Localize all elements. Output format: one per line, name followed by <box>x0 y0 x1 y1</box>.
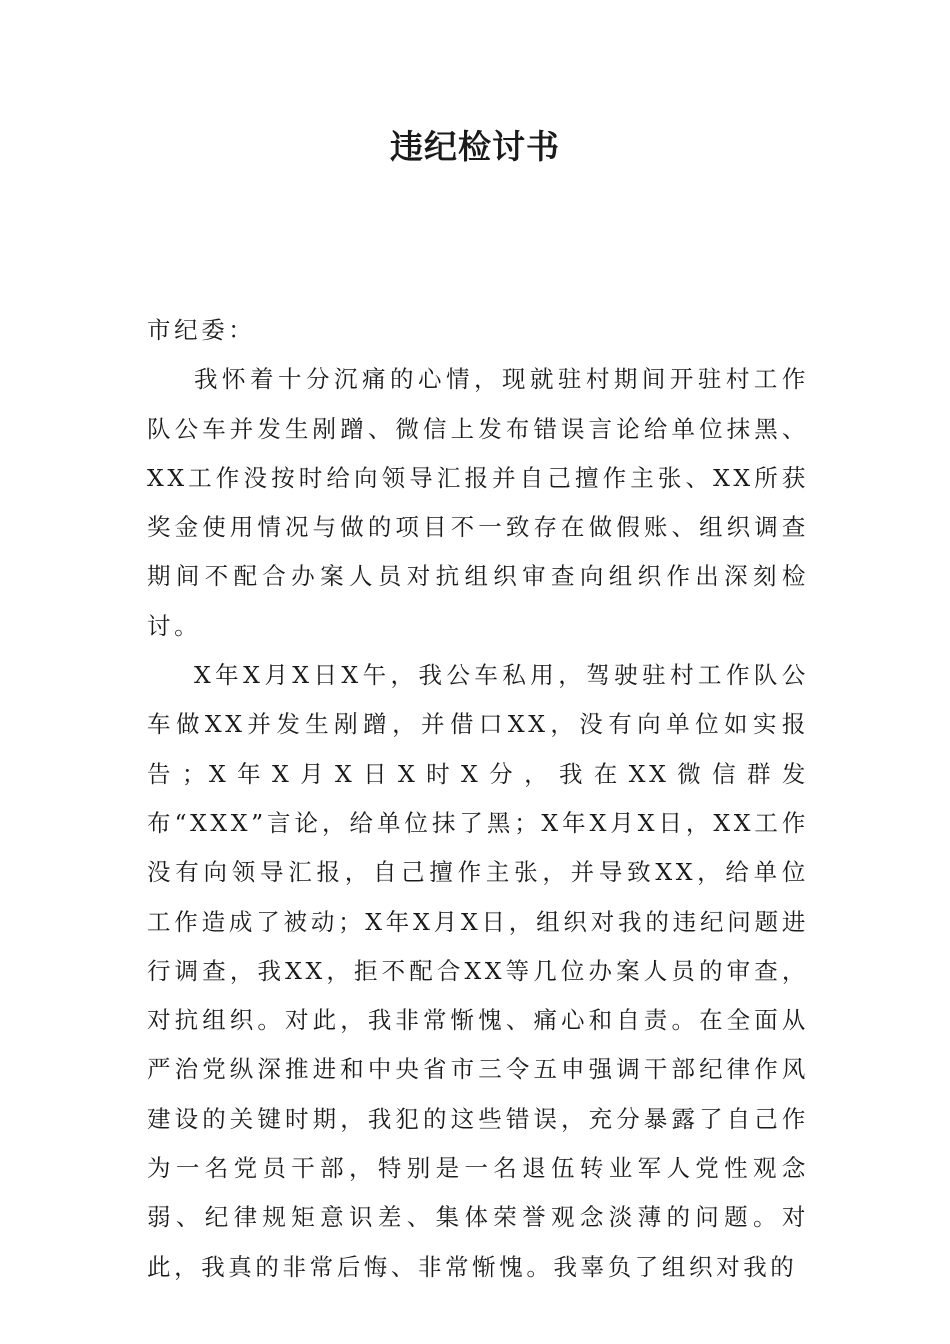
salutation: 市纪委： <box>147 316 256 344</box>
document-title: 违纪检讨书 <box>390 127 560 166</box>
paragraph: 我怀着十分沉痛的心情，现就驻村期间开驻村工作队公车并发生剐蹭、微信上发布错误言论给单位抹黑、XX工作没按时给向领导汇报并自己擅作主张、XX所获奖金使用情况与做的项目不一致存在做假账、组织调查期间不配合办案人员对抗组织审查向组织作出深刻检讨。 <box>147 365 809 640</box>
paragraph: X年X月X日X午，我公车私用，驾驶驻村工作队公车做XX并发生剐蹭，并借口XX，没有向单位如实报告；X年X月X日X时X分，我在XX微信群发布“XXX”言论，给单位抹了黑；X年X月X日，XX工作没有向领导汇报，自己擅作主张，并导致XX，给单位工作造成了被动；X年X月X日，组织对我的违纪问题进行调查，我XX，拒不配合XX等几位办案人员的审查，对抗组织。对此，我非常惭愧、痛心和自责。在全面从严治党纵深推进和中央省市三令五申强调干部纪律作风建设的关键时期，我犯的这些错误，充分暴露了自己作为一名党员干部，特别是一名退伍转业军人党性观念弱、纪律规矩意识差、集体荣誉观念淡薄的问题。对此，我真的非常后悔、非常惭愧。我辜负了组织对我的 <box>147 661 809 1281</box>
document-body <box>147 306 809 1292</box>
